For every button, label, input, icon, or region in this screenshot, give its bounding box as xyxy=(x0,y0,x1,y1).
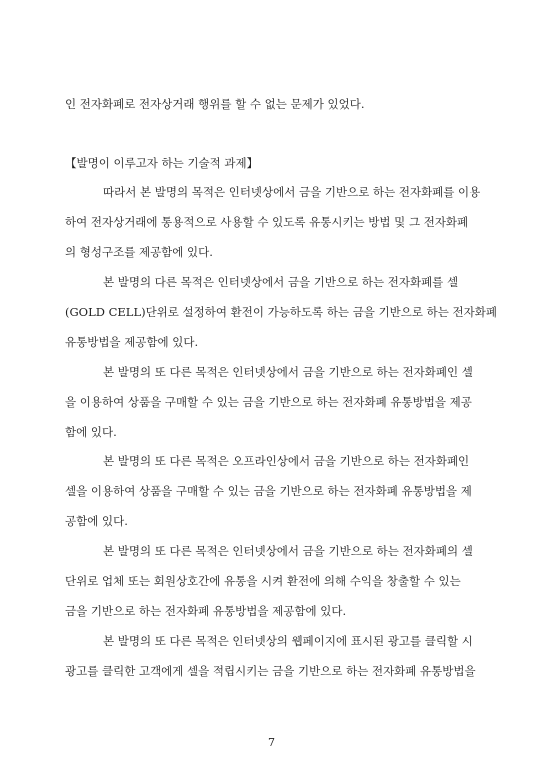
text-line: 본 발명의 또 다른 목적은 인터넷상의 웹페이지에 표시된 광고를 클릭할 시 xyxy=(103,634,473,648)
text-line: 을 이용하여 상품을 구매할 수 있는 금을 기반으로 하는 전자화폐 유통방법을 제공 xyxy=(65,395,472,409)
text-line: 광고를 클릭한 고객에게 셀을 적립시키는 금을 기반으로 하는 전자화폐 유통방법을 xyxy=(65,664,476,678)
page-number: 7 xyxy=(268,736,275,749)
text-line: 공함에 있다. xyxy=(65,514,128,528)
text-line: 금을 기반으로 하는 전자화폐 유통방법을 제공함에 있다. xyxy=(65,604,347,618)
text-line: 본 발명의 다른 목적은 인터넷상에서 금을 기반으로 하는 전자화폐를 셀 xyxy=(103,275,459,289)
text-line: 본 발명의 또 다른 목적은 인터넷상에서 금을 기반으로 하는 전자화폐의 셀 xyxy=(103,544,473,558)
text-line: 본 발명의 또 다른 목적은 오프라인상에서 금을 기반으로 하는 전자화폐인 xyxy=(103,454,470,468)
text-line: (GOLD CELL)단위로 설정하여 환전이 가능하도록 하는 금을 기반으로 하는 전자화폐 xyxy=(65,305,497,319)
text-line: 인 전자화폐로 전자상거래 행위를 할 수 없는 문제가 있었다. xyxy=(65,97,365,111)
text-line: 단위로 업체 또는 회원상호간에 유통을 시켜 환전에 의해 수익을 창출할 수 있는 xyxy=(65,574,461,588)
text-line: 본 발명의 또 다른 목적은 인터넷상에서 금을 기반으로 하는 전자화폐인 셀 xyxy=(103,365,473,379)
text-line: 유통방법을 제공함에 있다. xyxy=(65,335,199,349)
text-line: 의 형성구조를 제공함에 있다. xyxy=(65,245,213,259)
text-line: 하여 전자상거래에 통용적으로 사용할 수 있도록 유통시키는 방법 및 그 전자화폐 xyxy=(65,215,469,229)
text-line: 함에 있다. xyxy=(65,425,117,439)
section-heading: 【발명이 이루고자 하는 기술적 과제】 xyxy=(65,156,259,170)
text-line: 따라서 본 발명의 목적은 인터넷상에서 금을 기반으로 하는 전자화폐를 이용 xyxy=(103,185,481,199)
text-line: 셀을 이용하여 상품을 구매할 수 있는 금을 기반으로 하는 전자화폐 유통방법을 제 xyxy=(65,484,472,498)
